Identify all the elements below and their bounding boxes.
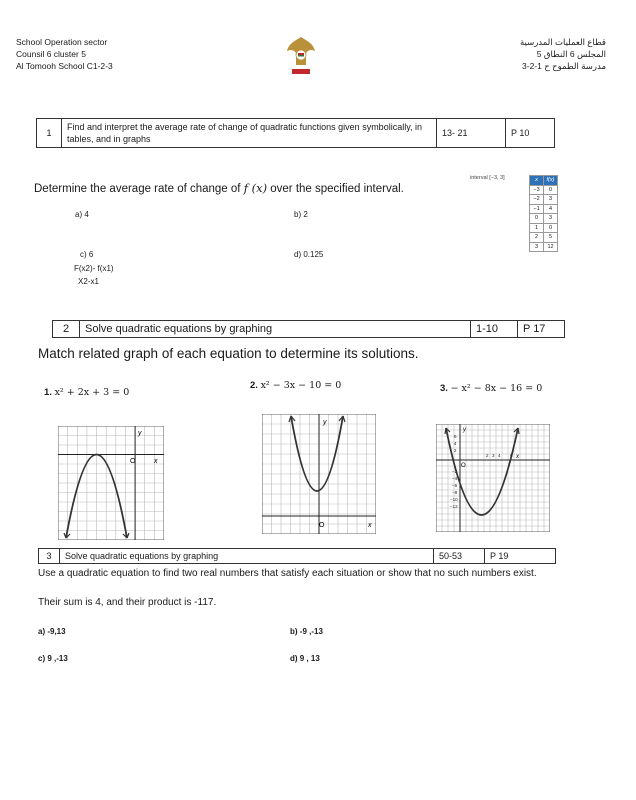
section1-range: 13- 21 — [437, 119, 506, 148]
graph-2-y-label: y — [323, 419, 327, 426]
graph-3-origin: O — [461, 463, 466, 469]
section3-page: P 19 — [485, 549, 556, 564]
section1-question — [34, 181, 404, 195]
function-table-x-cell: −3 — [530, 185, 544, 195]
function-table-fx-cell: 3 — [544, 195, 558, 205]
header-right — [520, 36, 606, 72]
function-table-fx-cell: 4 — [544, 204, 558, 214]
graph-2 — [262, 414, 376, 534]
function-table-fx-cell: 3 — [544, 214, 558, 224]
section3-answer-c[interactable]: c) 9 ,-13 — [38, 654, 68, 663]
section2-number: 2 — [53, 321, 80, 338]
graph-3-x-tick: 4 — [498, 453, 501, 458]
graph-3-y-tick: −10 — [450, 497, 458, 502]
equation-2 — [250, 380, 341, 391]
section3-number: 3 — [39, 549, 60, 564]
section3-answer-d[interactable]: d) 9 , 13 — [290, 654, 320, 663]
header-left-line-3: Al Tomooh School C1-2-3 — [16, 61, 113, 71]
header-right-line-3: مدرسة الطموح ح 1-2-3 — [522, 61, 606, 71]
function-table-fx-cell: 0 — [544, 185, 558, 195]
graph-3-y-label: y — [463, 427, 466, 433]
function-table-row — [530, 242, 558, 252]
graph-3-y-tick: −6 — [452, 483, 458, 488]
interval-label: interval [−3, 3] — [470, 175, 505, 181]
function-table-fx-cell: 12 — [544, 242, 558, 252]
section1-header — [36, 118, 555, 148]
function-table-row — [530, 223, 558, 233]
section3-question: Use a quadratic equation to find two real numbers that satisfy each situation or show that no such numbers exist. — [38, 568, 537, 579]
section2-range: 1-10 — [471, 321, 518, 338]
equation-3 — [440, 383, 542, 394]
equation-3-number: 3. — [440, 383, 448, 394]
graph-3-y-tick: −4 — [452, 476, 458, 481]
section2-question: Match related graph of each equation to determine its solutions. — [38, 346, 419, 361]
section1-page: P 10 — [506, 119, 555, 148]
graph-3-y-tick: 6 — [454, 434, 457, 439]
graph-1 — [58, 426, 164, 540]
section1-question-prefix: Determine the average rate of change of — [34, 183, 244, 195]
section3-range: 50-53 — [434, 549, 485, 564]
function-table-head-x: x — [530, 176, 544, 186]
section1-note-denominator: X2-x1 — [78, 277, 99, 286]
function-table-x-cell: −2 — [530, 195, 544, 205]
function-table-x-cell: 2 — [530, 233, 544, 243]
equation-1-text: x² + 2x + 3 = 0 — [54, 387, 130, 398]
function-table-x-cell: 3 — [530, 242, 544, 252]
equation-1-number: 1. — [44, 387, 52, 398]
graph-3-y-tick: −8 — [452, 490, 458, 495]
function-table-x-cell: 0 — [530, 214, 544, 224]
graph-3-x-tick: 6 — [510, 453, 513, 458]
graph-3-x-tick: 3 — [492, 453, 495, 458]
graph-3-y-tick: −2 — [452, 469, 458, 474]
section2-header — [52, 320, 565, 338]
section3-header — [38, 548, 556, 564]
function-table-fx-cell: 0 — [544, 223, 558, 233]
section1-answer-c[interactable]: c) 6 — [80, 250, 94, 259]
equation-2-text: x² − 3x − 10 = 0 — [260, 380, 342, 391]
section3-condition: Their sum is 4, and their product is -117. — [38, 597, 217, 608]
section3-title: Solve quadratic equations by graphing — [60, 549, 434, 564]
section1-note-numerator: F(x2)- f(x1) — [74, 264, 114, 273]
header-left-line-2: Counsil 6 cluster 5 — [16, 49, 86, 59]
equation-2-number: 2. — [250, 380, 258, 391]
graph-1-x-label: x — [154, 458, 158, 465]
function-table-fx-cell: 5 — [544, 233, 558, 243]
function-table-row — [530, 233, 558, 243]
graph-3-x-label: x — [516, 454, 519, 460]
section1-answer-d[interactable]: d) 0.125 — [294, 250, 324, 259]
header-right-line-1: قطاع العمليات المدرسية — [519, 37, 606, 47]
section1-number: 1 — [37, 119, 62, 148]
uae-emblem-icon — [285, 33, 317, 77]
section1-title: Find and interpret the average rate of change of quadratic functions given symbolically, in tables, and in graphs — [62, 119, 437, 148]
section1-answer-b[interactable]: b) 2 — [294, 210, 308, 219]
graph-2-origin: O — [319, 522, 325, 529]
equation-3-text: − x² − 8x − 16 = 0 — [450, 383, 543, 394]
section1-question-func: f (x) — [243, 181, 268, 195]
function-table-row — [530, 185, 558, 195]
section2-page: P 17 — [518, 321, 565, 338]
graph-1-origin: O — [130, 458, 136, 465]
function-table-head-fx: f(x) — [544, 176, 558, 186]
graph-2-x-label: x — [368, 522, 372, 529]
graph-1-y-label: y — [138, 430, 142, 437]
function-table — [529, 175, 558, 252]
section3-answer-a[interactable]: a) -9,13 — [38, 627, 66, 636]
section2-title: Solve quadratic equations by graphing — [80, 321, 471, 338]
header-right-line-2: المجلس 6 النطاق 5 — [536, 49, 606, 59]
graph-3 — [436, 424, 550, 532]
graph-3-y-tick: 4 — [454, 441, 457, 446]
section3-answer-b[interactable]: b) -9 ,-13 — [290, 627, 323, 636]
header-left-line-1: School Operation sector — [16, 37, 108, 47]
section1-answer-a[interactable]: a) 4 — [75, 210, 89, 219]
header-left — [16, 36, 113, 72]
graph-3-y-tick: 2 — [454, 448, 457, 453]
function-table-x-cell: −1 — [530, 204, 544, 214]
function-table-x-cell: 1 — [530, 223, 544, 233]
function-table-row — [530, 195, 558, 205]
function-table-row — [530, 214, 558, 224]
graph-3-y-tick: −12 — [450, 504, 458, 509]
equation-1 — [44, 387, 129, 398]
section1-question-suffix: over the specified interval. — [267, 183, 404, 195]
graph-3-x-tick: 2 — [486, 453, 489, 458]
function-table-row — [530, 204, 558, 214]
